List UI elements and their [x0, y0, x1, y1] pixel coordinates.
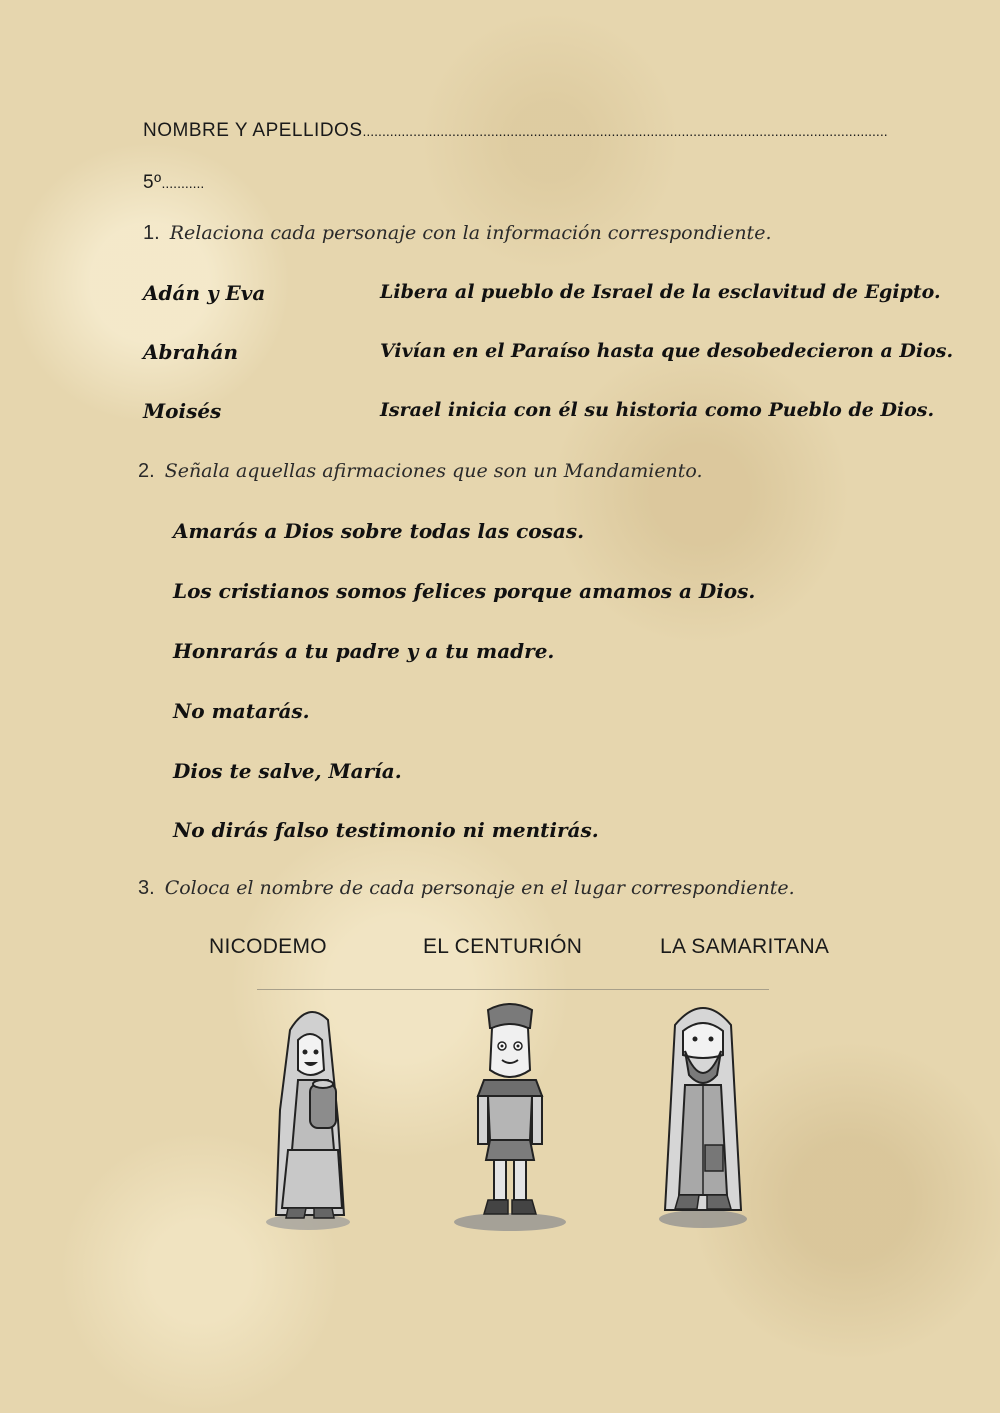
- name-tag-centurion[interactable]: EL CENTURIÓN: [423, 935, 583, 958]
- q3-number: 3.: [138, 877, 155, 899]
- character-moises[interactable]: Moisés: [143, 399, 222, 423]
- name-line[interactable]: [143, 120, 888, 142]
- character-abrahan[interactable]: Abrahán: [143, 340, 239, 364]
- q1-instruction-text: Relaciona cada personaje con la información correspondiente.: [169, 222, 772, 244]
- grade-label: 5º: [143, 172, 162, 193]
- option-4[interactable]: No matarás.: [173, 699, 310, 723]
- name-dots: .......................................................................................................................................: [362, 123, 888, 139]
- q2-instruction-text: Señala aquellas afirmaciones que son un Mandamiento.: [164, 460, 703, 482]
- grade-dots: ...........: [161, 175, 205, 191]
- option-5[interactable]: Dios te salve, María.: [173, 759, 402, 783]
- nicodemus-figure[interactable]: [655, 995, 750, 1230]
- character-adan-eva[interactable]: Adán y Eva: [143, 281, 266, 305]
- option-2[interactable]: Los cristianos somos felices porque amamos a Dios.: [173, 579, 756, 603]
- grade-line[interactable]: [143, 172, 204, 194]
- option-6[interactable]: No dirás falso testimonio ni mentirás.: [173, 818, 599, 842]
- name-tag-samaritana[interactable]: LA SAMARITANA: [660, 935, 830, 958]
- divider-line: [257, 989, 769, 990]
- option-1[interactable]: Amarás a Dios sobre todas las cosas.: [173, 519, 585, 543]
- description-2[interactable]: Vivían en el Paraíso hasta que desobedecieron a Dios.: [380, 340, 954, 362]
- q1-number: 1.: [143, 222, 160, 244]
- description-1[interactable]: Libera al pueblo de Israel de la esclavitud de Egipto.: [380, 281, 941, 303]
- name-tag-nicodemo[interactable]: NICODEMO: [209, 935, 327, 958]
- option-3[interactable]: Honrarás a tu padre y a tu madre.: [173, 639, 555, 663]
- q3-instruction: [138, 877, 795, 900]
- q2-instruction: [138, 460, 703, 483]
- description-3[interactable]: Israel inicia con él su historia como Pueblo de Dios.: [380, 399, 935, 421]
- name-label: NOMBRE Y APELLIDOS: [143, 120, 363, 141]
- q2-number: 2.: [138, 460, 155, 482]
- q1-instruction: [143, 222, 771, 245]
- samaritan-woman-figure[interactable]: [258, 1000, 358, 1232]
- q3-instruction-text: Coloca el nombre de cada personaje en el lugar correspondiente.: [164, 877, 795, 899]
- centurion-figure[interactable]: [450, 1000, 570, 1232]
